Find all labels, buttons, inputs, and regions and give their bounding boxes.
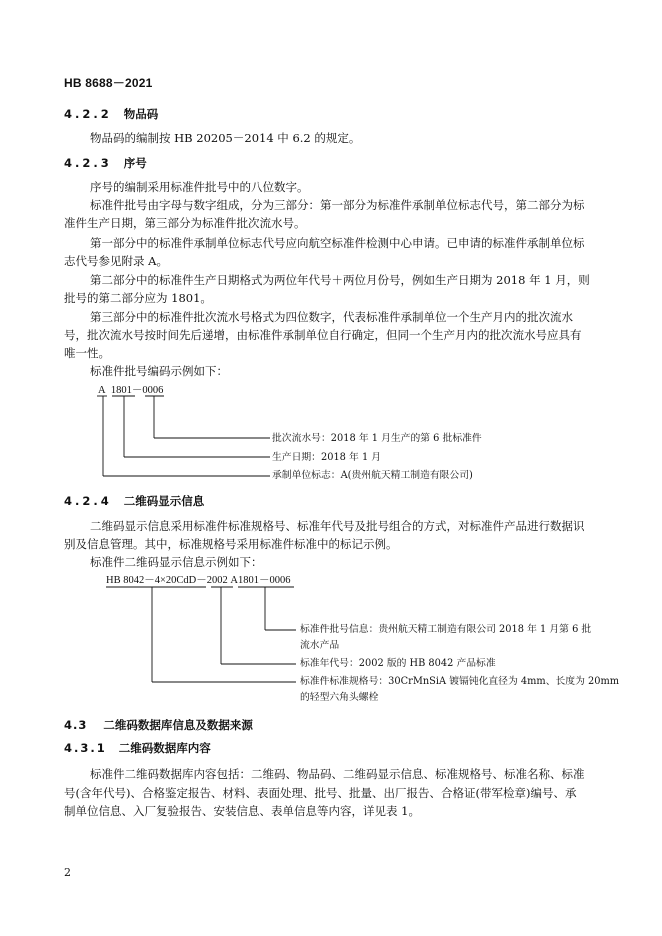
paragraph-continuation: 号(含年代号)、合格鉴定报告、材料、表面处理、批号、批量、出厂报告、合格证(带军检章)编号、承 (64, 786, 577, 800)
paragraph: 第二部分中的标准件生产日期格式为两位年代号＋两位月份号，例如生产日期为 2018 年 1 月，则 (90, 273, 590, 287)
section-title: 二维码显示信息 (123, 494, 205, 508)
label-production-date: 生产日期：2018 年 1 月 (272, 452, 382, 463)
label-batch-info: 标准件批号信息：贵州航天精工制造有限公司 2018 年 1 月第 6 批 流水产品 (300, 624, 592, 651)
batch-serial-code: 0006 (142, 385, 164, 396)
section-number: 4.3.1 (64, 741, 107, 755)
section-number: 4.2.2 (64, 107, 112, 121)
paragraph: 第三部分中的标准件批次流水号格式为四位数字，代表标准件承制单位一个生产月内的批次流水 (90, 310, 573, 324)
paragraph: 序号的编制采用标准件批号中的八位数字。 (90, 180, 309, 194)
paragraph: 物品码的编制按 HB 20205－2014 中 6.2 的规定。 (90, 131, 361, 145)
section-number: 4.2.3 (64, 156, 112, 170)
example-year-code: －2002 (196, 575, 228, 586)
paragraph-continuation: 准件生产日期，第三部分为标准件批次流水号。 (64, 216, 306, 230)
paragraph: 标准件批号编码示例如下： (90, 364, 228, 378)
section-title: 序号 (123, 156, 147, 170)
example-batch-code: A1801－0006 (230, 575, 291, 586)
paragraph: 标准件批号由字母与数字组成，分为三部分：第一部分为标准件承制单位标志代号，第二部分为标 (90, 198, 585, 212)
section-number: 4.3 (64, 718, 88, 732)
document-id-header: HB 8688－2021 (64, 76, 153, 90)
section-title: 二维码数据库信息及数据来源 (103, 718, 253, 732)
paragraph: 二维码显示信息采用标准件标准规格号、标准年代号及批号组合的方式，对标准件产品进行数据识 (90, 519, 585, 533)
paragraph-continuation: 号，批次流水号按时间先后递增，由标准件承制单位自行确定，但同一个生产月内的批次流水号应具有 (64, 328, 582, 342)
batch-unit-code: A (98, 385, 106, 396)
label-spec-info: 标准件标准规格号：30CrMnSiA 镀镉钝化直径为 4mm、长度为 20mm 的轻型六角头螺栓 (300, 676, 620, 703)
paragraph: 第一部分中的标准件承制单位标志代号应向航空标准件检测中心申请。已申请的标准件承制单位标 (90, 236, 585, 250)
section-title: 物品码 (123, 107, 159, 121)
page-number: 2 (64, 866, 71, 879)
paragraph: 标准件二维码显示信息示例如下： (90, 555, 263, 569)
section-number: 4.2.4 (64, 494, 112, 508)
batch-date-code: 1801 (110, 385, 132, 396)
label-standard-year: 标准年代号：2002 版的 HB 8042 产品标准 (300, 658, 496, 669)
qr-display-example (106, 572, 290, 587)
paragraph: 标准件二维码数据库内容包括：二维码、物品码、二维码显示信息、标准规格号、标准名称、标准 (90, 767, 585, 781)
paragraph-continuation: 志代号参见附录 A。 (64, 254, 168, 268)
label-batch-serial: 批次流水号：2018 年 1 月生产的第 6 批标准件 (272, 433, 482, 444)
paragraph-continuation: 别及信息管理。其中，标准规格号采用标准件标准中的标记示例。 (64, 537, 398, 551)
section-title: 二维码数据库内容 (118, 741, 211, 755)
paragraph-continuation: 批号的第二部分应为 1801。 (64, 291, 212, 305)
label-manufacturer-code: 承制单位标志：A(贵州航天精工制造有限公司) (272, 470, 473, 481)
heading-4-3-1 (64, 740, 211, 756)
batch-code-example: A 1801－0006 (98, 385, 164, 396)
paragraph-continuation: 唯一性。 (64, 346, 110, 360)
heading-4-2-2 (64, 106, 158, 122)
example-spec-code: HB 8042－4×20CdD (106, 575, 197, 586)
paragraph-continuation: 制单位信息、入厂复验报告、安装信息、表单信息等内容，详见表 1。 (64, 804, 420, 818)
heading-4-2-4 (64, 493, 204, 509)
heading-4-3 (64, 717, 253, 733)
heading-4-2-3 (64, 155, 147, 171)
